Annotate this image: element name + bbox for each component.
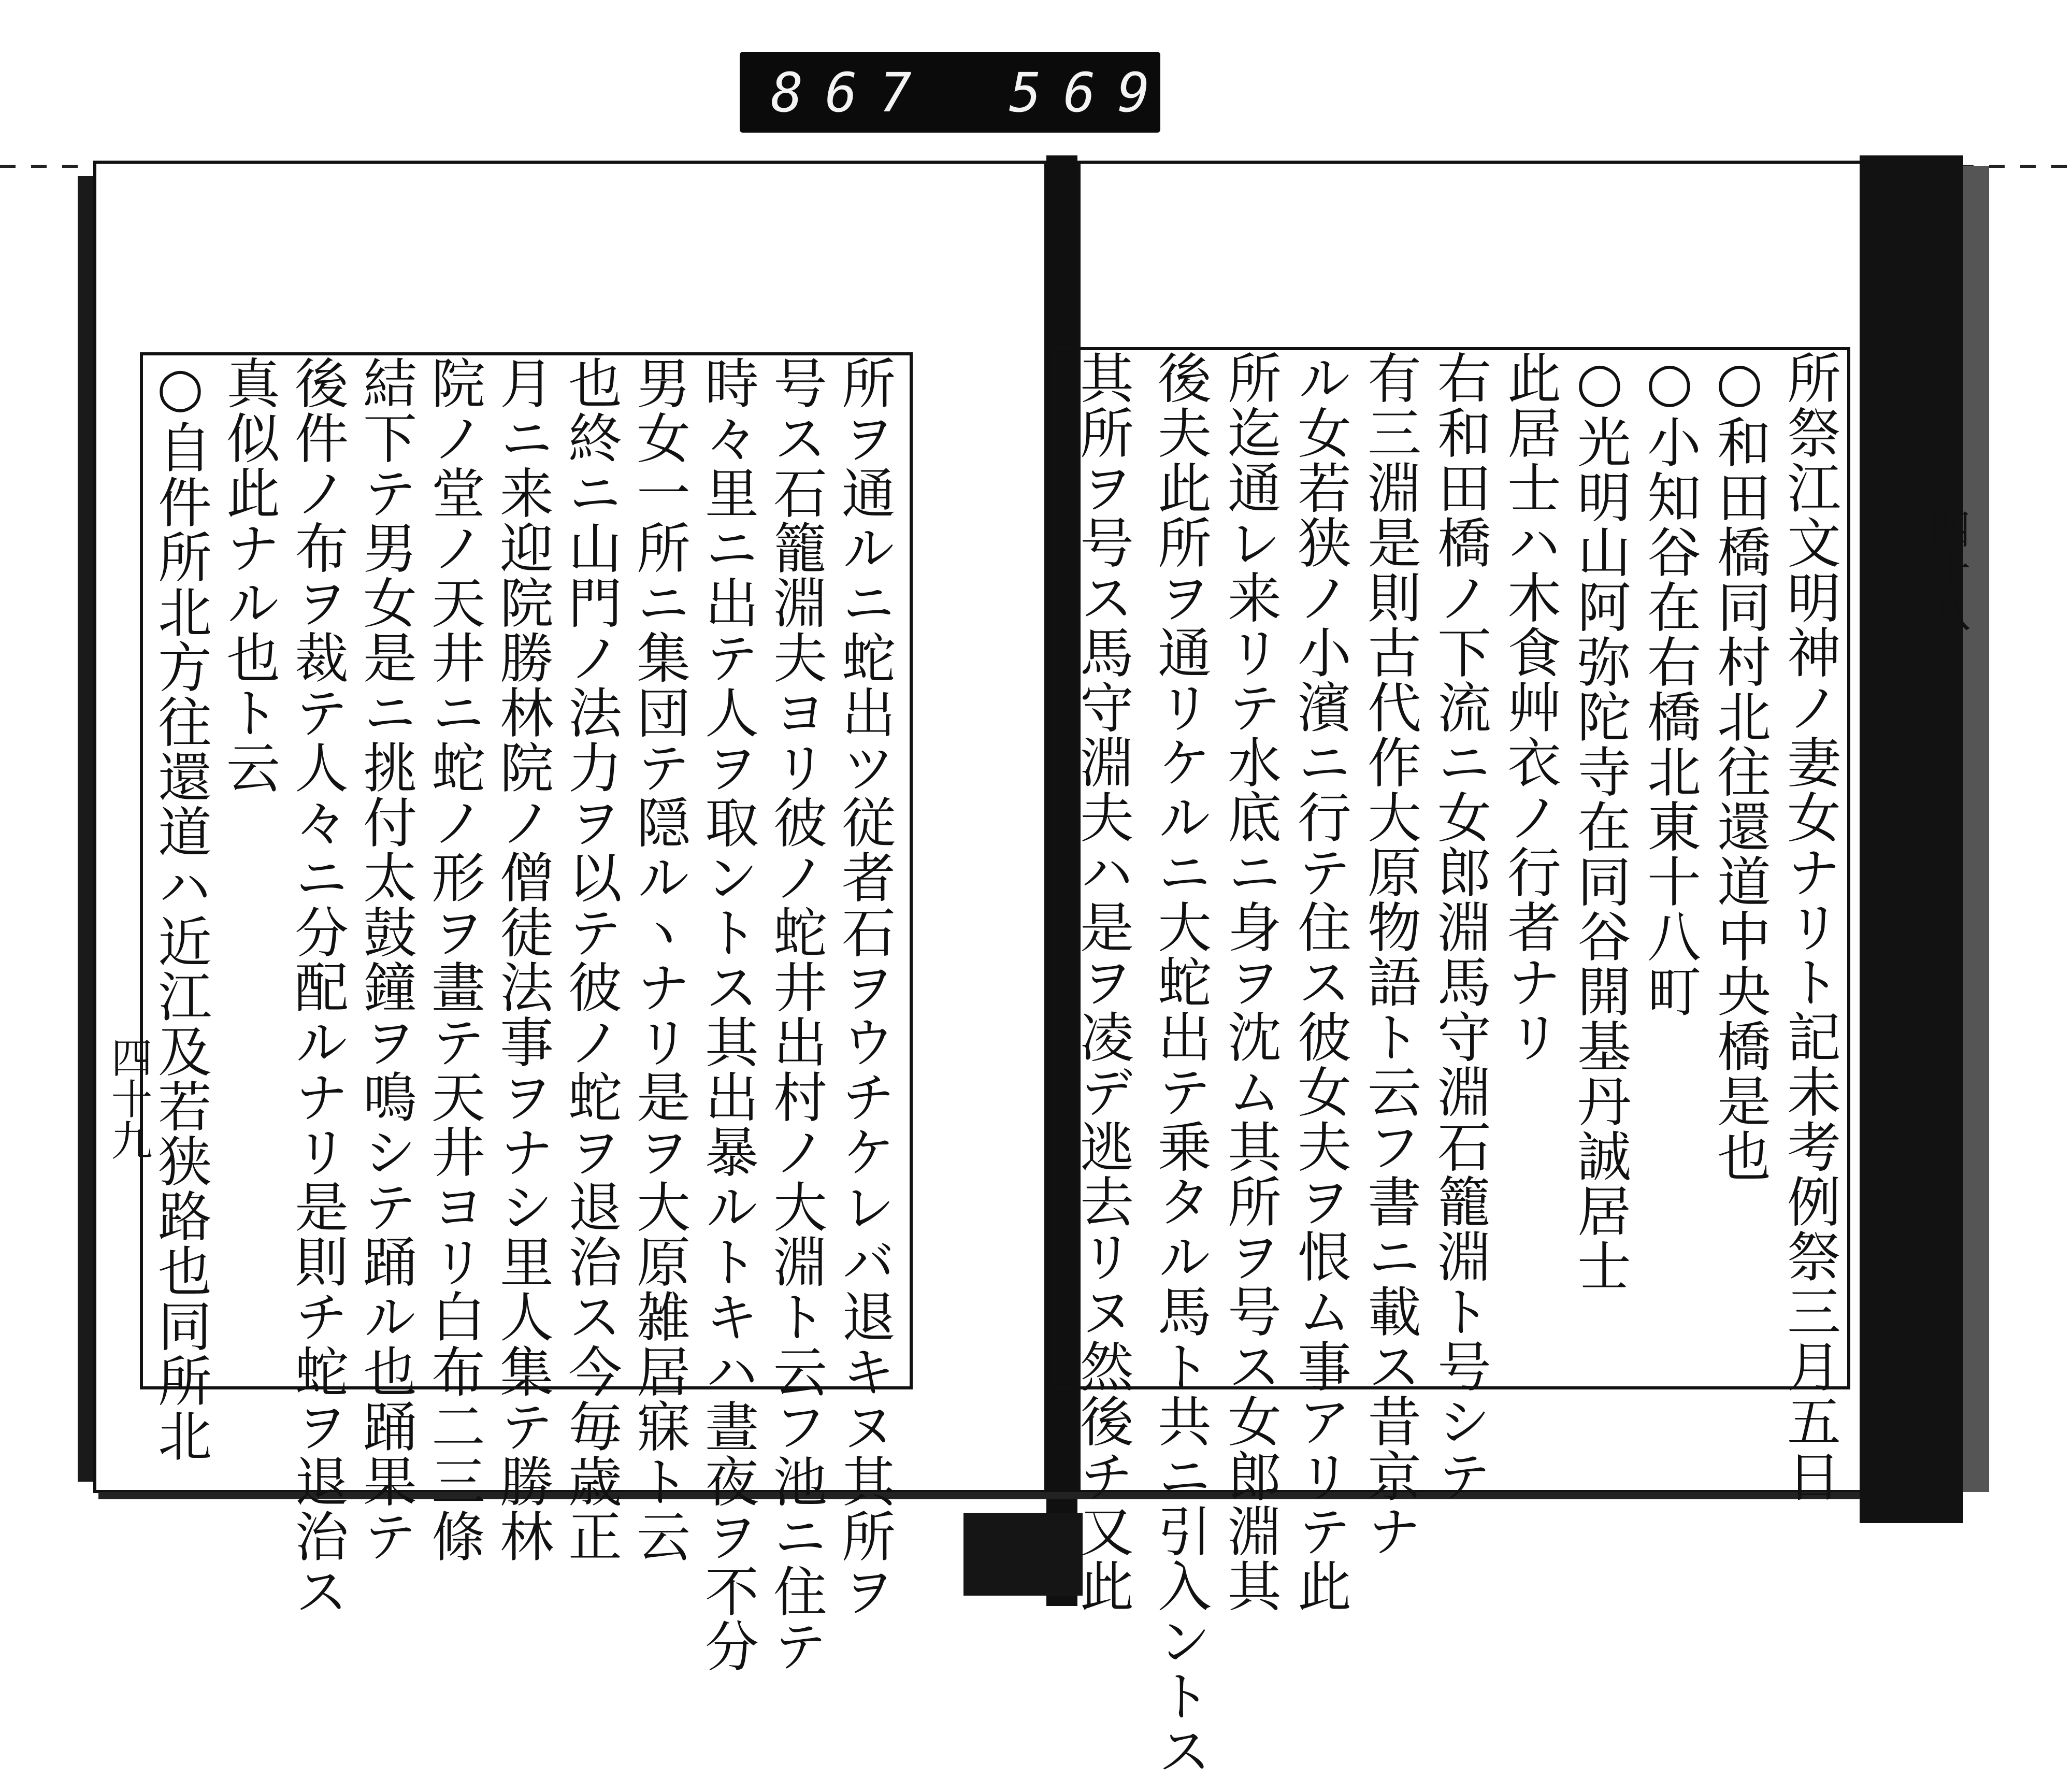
right-column-11: 其所ヲ号ス馬守淵夫ハ是ヲ凌デ逃去リヌ然後チ又此	[1071, 350, 1134, 1613]
left-column-5: 也終ニ山門ノ法力ヲ以テ彼ノ蛇ヲ退治ス今毎歳正	[559, 355, 622, 1564]
right-column-1: 所祭江文明神ノ妻女ナリト記未考例祭三月五日	[1778, 350, 1841, 1503]
left-column-4: 男女一所ニ集団テ隠ルヽナリ是ヲ大原雑居寐ト云	[627, 355, 690, 1564]
left-column-6: 月ニ来迎院勝林院ノ僧徒法事ヲナシ里人集テ勝林	[491, 355, 554, 1564]
right-column-5: 此居士ハ木食艸衣ノ行者ナリ	[1498, 350, 1561, 1064]
right-outer-edge	[1963, 166, 1989, 1492]
catalog-number-right: 569	[1009, 61, 1172, 124]
catalog-number-left: 867	[771, 61, 933, 124]
right-column-6: 右和田橋ノ下流ニ女郎淵馬守淵石籠淵ト号シテ	[1428, 350, 1491, 1503]
left-column-2: 号ス石籠淵夫ヨリ彼ノ蛇井出村ノ大淵ト云フ池ニ住テ	[764, 355, 827, 1673]
folio-right: 四十八	[1922, 508, 1970, 632]
right-text-frame	[1052, 347, 1850, 1778]
right-column-9: 所迄通レ来リテ水底ニ身ヲ沈ム其所ヲ号ス女郎淵其	[1218, 350, 1282, 1613]
catalog-label	[740, 52, 1172, 133]
left-text-frame	[140, 352, 913, 1673]
right-column-7: 有三淵是則古代作大原物語ト云フ書ニ載ス昔京ナ	[1358, 350, 1421, 1558]
right-column-2: ○和田橋同村北往還道中央橋是也	[1708, 350, 1771, 1183]
right-column-10: 後夫此所ヲ通リケルニ大蛇出テ乗タル馬ト共ニ引入ントス	[1148, 350, 1212, 1778]
left-column-1: 所ヲ通ルニ蛇出ツ従者石ヲウチケレバ退キヌ其所ヲ	[832, 355, 896, 1618]
left-column-3: 時々里ニ出テ人ヲ取ントス其出暴ルトキハ晝夜ヲ不分	[696, 355, 759, 1673]
spine-foot	[963, 1513, 1083, 1596]
left-column-8: 結下テ男女是ニ挑付太鼓鐘ヲ鳴シテ踊ル也踊果テ	[354, 355, 417, 1564]
left-column-10: 真似此ナル也ト云	[217, 355, 280, 795]
right-column-4: ○光明山阿弥陀寺在同谷開基丹誠居士	[1568, 350, 1631, 1293]
folio-left: 四十九	[104, 1036, 152, 1160]
right-binding-edge	[1860, 155, 1963, 1523]
left-column-11: ○自件所北方往還道ハ近江及若狭路也同所北	[149, 355, 212, 1463]
right-column-8: ル女若狭ノ小濱ニ行テ住ス彼女夫ヲ恨ム事アリテ此	[1288, 350, 1351, 1613]
left-column-7: 院ノ堂ノ天井ニ蛇ノ形ヲ畫テ天井ヨリ白布二三條	[422, 355, 485, 1564]
left-column-9: 後件ノ布ヲ裁テ人々ニ分配ルナリ是則チ蛇ヲ退治ス	[285, 355, 349, 1618]
right-column-3: ○小知谷在右橋北東十八町	[1638, 350, 1701, 1019]
